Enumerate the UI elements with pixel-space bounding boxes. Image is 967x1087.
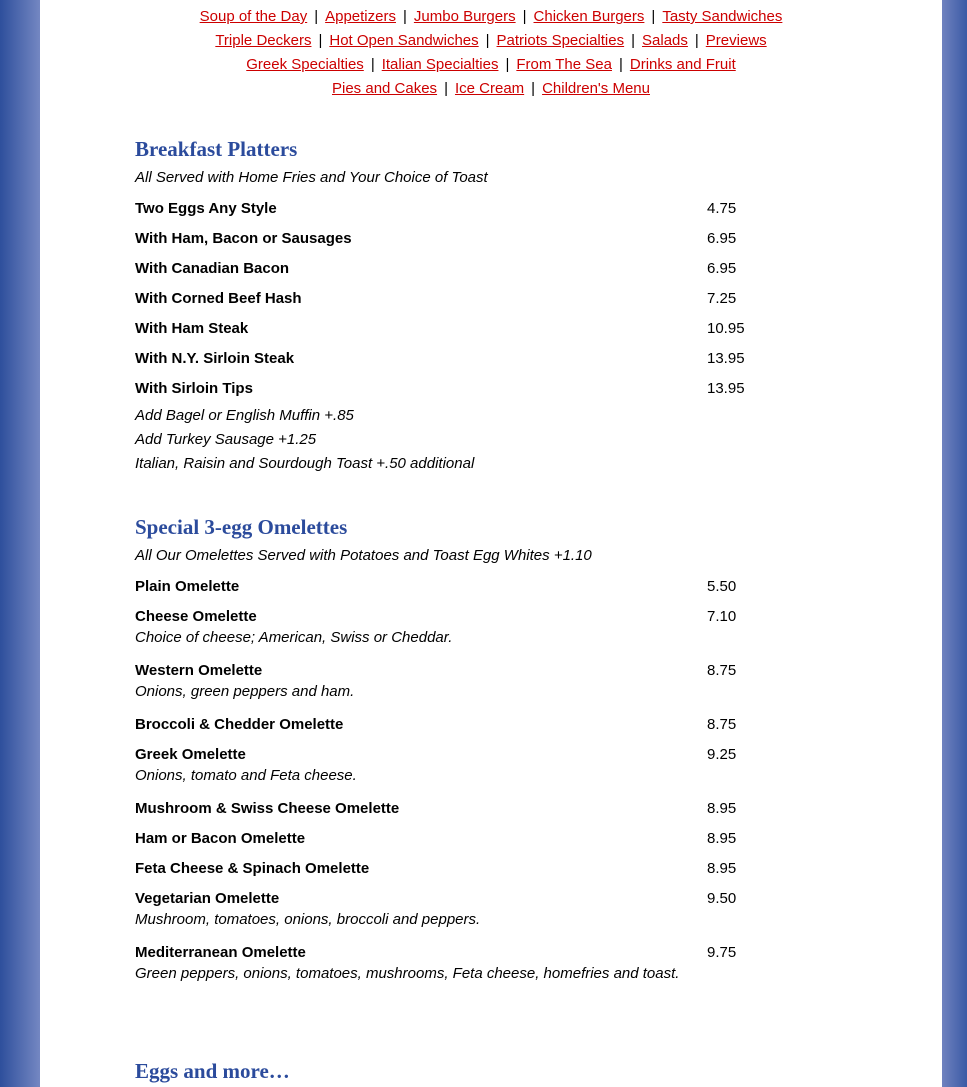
nav-link[interactable]: From The Sea: [516, 56, 612, 73]
menu-item: [135, 224, 835, 254]
item-name: Feta Cheese & Spinach Omelette: [135, 860, 370, 877]
nav-link[interactable]: Patriots Specialties: [496, 32, 625, 49]
item-price: 13.95: [707, 350, 745, 367]
nav-link[interactable]: Chicken Burgers: [533, 8, 645, 25]
item-price: 9.50: [707, 890, 737, 907]
nav-link[interactable]: Ice Cream: [454, 80, 525, 97]
item-price: 13.95: [707, 380, 745, 397]
item-price: 6.95: [707, 230, 737, 247]
nav-link[interactable]: Pies and Cakes: [332, 80, 438, 97]
nav-separator: |: [531, 80, 536, 97]
nav-separator: |: [318, 32, 323, 49]
item-name: Ham or Bacon Omelette: [135, 830, 306, 847]
section-note: All Served with Home Fries and Your Choice of Toast: [135, 169, 488, 186]
nav-separator: |: [402, 8, 407, 25]
item-name: With Sirloin Tips: [135, 380, 253, 397]
item-name: Plain Omelette: [135, 578, 240, 595]
item-name: With Canadian Bacon: [135, 260, 290, 277]
item-name: With Ham Steak: [135, 320, 249, 337]
nav-separator: |: [444, 80, 448, 97]
nav-row: [40, 5, 942, 29]
nav-separator: |: [505, 56, 510, 73]
nav-row: [40, 29, 942, 53]
extra-option-note: Add Bagel or English Muffin +.85: [135, 407, 354, 424]
section-title: Breakfast Platters: [135, 137, 298, 161]
item-description: Onions, green peppers and ham.: [135, 683, 355, 700]
item-price: 9.25: [707, 746, 737, 763]
menu-item: [135, 938, 835, 992]
menu-item: [135, 602, 835, 656]
nav-link[interactable]: Jumbo Burgers: [413, 8, 516, 25]
item-price: 6.95: [707, 260, 737, 277]
nav-link[interactable]: Triple Deckers: [215, 32, 312, 49]
item-price: 8.75: [707, 716, 737, 733]
item-name: Western Omelette: [135, 662, 263, 679]
item-description: Green peppers, onions, tomatoes, mushrooms, Feta cheese, homefries and toast.: [135, 965, 680, 982]
menu-item: [135, 314, 835, 344]
nav-link[interactable]: Salads: [642, 32, 688, 49]
extra-option-note: Italian, Raisin and Sourdough Toast +.50 additional: [135, 455, 475, 472]
item-price: 7.25: [707, 290, 737, 307]
section-title: Special 3-egg Omelettes: [135, 515, 348, 539]
item-name: Two Eggs Any Style: [135, 200, 277, 217]
menu-item: [135, 284, 835, 314]
nav-separator: |: [618, 56, 623, 73]
nav-link[interactable]: Hot Open Sandwiches: [329, 32, 479, 49]
nav-link[interactable]: Drinks and Fruit: [629, 56, 736, 73]
section-eggs-and-more: [135, 1056, 835, 1086]
nav-row: [40, 77, 942, 101]
section-breakfast-platters: [135, 134, 835, 476]
menu-item: [135, 794, 835, 824]
menu-item: [135, 824, 835, 854]
item-price: 10.95: [707, 320, 745, 337]
item-price: 4.75: [707, 200, 737, 217]
nav-separator: |: [370, 56, 375, 73]
nav-separator: |: [631, 32, 636, 49]
nav-separator: |: [651, 8, 656, 25]
item-price: 8.95: [707, 800, 737, 817]
item-description: Choice of cheese; American, Swiss or Cheddar.: [135, 629, 453, 646]
item-price: 7.10: [707, 608, 737, 625]
menu-item: [135, 374, 835, 404]
item-price: 8.75: [707, 662, 737, 679]
nav-separator: |: [485, 32, 490, 49]
item-name: Mediterranean Omelette: [135, 944, 306, 961]
section-note: All Our Omelettes Served with Potatoes and Toast Egg Whites +1.10: [135, 547, 592, 564]
menu-item: [135, 194, 835, 224]
nav-separator: |: [694, 32, 699, 49]
section-omelettes: [135, 512, 835, 992]
nav-link[interactable]: Previews: [705, 32, 767, 49]
item-name: With Ham, Bacon or Sausages: [135, 230, 352, 247]
nav-separator: |: [522, 8, 527, 25]
item-price: 8.95: [707, 830, 737, 847]
item-name: Mushroom & Swiss Cheese Omelette: [135, 800, 400, 817]
item-price: 8.95: [707, 860, 737, 877]
nav-link[interactable]: Soup of the Day: [199, 8, 308, 25]
section-title: Eggs and more…: [135, 1059, 290, 1083]
item-name: With Corned Beef Hash: [135, 290, 302, 307]
menu-item: [135, 572, 835, 602]
menu-content: [135, 134, 835, 1086]
nav-link[interactable]: Tasty Sandwiches: [662, 8, 783, 25]
menu-item: [135, 656, 835, 710]
item-price: 5.50: [707, 578, 737, 595]
menu-item: [135, 254, 835, 284]
item-price: 9.75: [707, 944, 737, 961]
item-name: Cheese Omelette: [135, 608, 257, 625]
nav-row: [40, 53, 942, 77]
item-name: With N.Y. Sirloin Steak: [135, 350, 295, 367]
nav-link[interactable]: Children's Menu: [542, 80, 650, 97]
item-description: Mushroom, tomatoes, onions, broccoli and peppers.: [135, 911, 481, 928]
menu-item: [135, 854, 835, 884]
menu-item: [135, 884, 835, 938]
extra-option-note: Add Turkey Sausage +1.25: [135, 431, 317, 448]
item-description: Onions, tomato and Feta cheese.: [135, 767, 357, 784]
item-name: Broccoli & Chedder Omelette: [135, 716, 344, 733]
nav-link[interactable]: Italian Specialties: [381, 56, 499, 73]
menu-item: [135, 740, 835, 794]
nav-link[interactable]: Greek Specialties: [246, 56, 364, 73]
nav-link[interactable]: Appetizers: [325, 8, 396, 25]
menu-page: [40, 0, 942, 1087]
category-nav: [40, 5, 942, 101]
nav-separator: |: [314, 8, 319, 25]
menu-item: [135, 710, 835, 740]
item-name: Greek Omelette: [135, 746, 246, 763]
item-name: Vegetarian Omelette: [135, 890, 280, 907]
menu-item: [135, 344, 835, 374]
